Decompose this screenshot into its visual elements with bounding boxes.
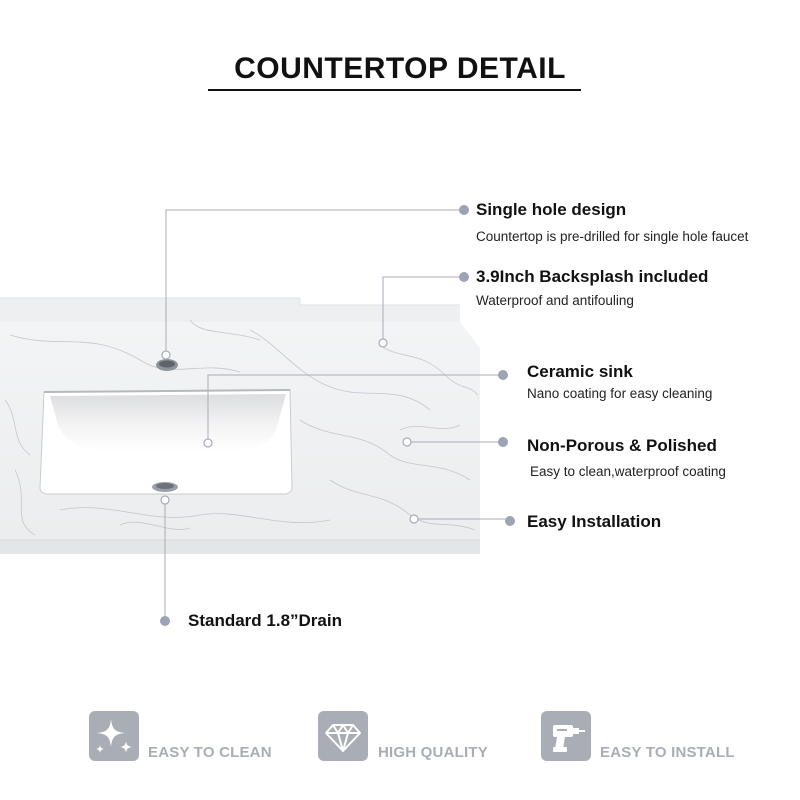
- feature-easy-installation-title: Easy Installation: [527, 512, 662, 531]
- drill-icon: [541, 711, 591, 761]
- badge-high-quality-label: HIGH QUALITY: [378, 744, 488, 761]
- feature-ceramic-sink-desc: Nano coating for easy cleaning: [527, 386, 713, 401]
- badge-easy-to-install-label: EASY TO INSTALL: [600, 744, 735, 761]
- diamond-icon: [318, 711, 368, 761]
- feature-ceramic-sink-title: Ceramic sink: [527, 362, 633, 381]
- sparkle-icon: [89, 711, 139, 761]
- feature-backsplash-title: 3.9Inch Backsplash included: [476, 267, 709, 286]
- feature-non-porous-desc: Easy to clean,waterproof coating: [530, 464, 726, 479]
- feature-single-hole-desc: Countertop is pre-drilled for single hole faucet: [476, 229, 749, 244]
- page-title: COUNTERTOP DETAIL: [234, 52, 566, 85]
- feature-non-porous-title: Non-Porous & Polished: [527, 436, 717, 455]
- countertop-edge: [0, 540, 480, 554]
- feature-drain-title: Standard 1.8”Drain: [188, 611, 342, 630]
- feature-single-hole-title: Single hole design: [476, 200, 627, 219]
- backsplash: [0, 298, 460, 322]
- badge-easy-to-clean-label: EASY TO CLEAN: [148, 744, 272, 761]
- feature-backsplash-desc: Waterproof and antifouling: [476, 293, 634, 308]
